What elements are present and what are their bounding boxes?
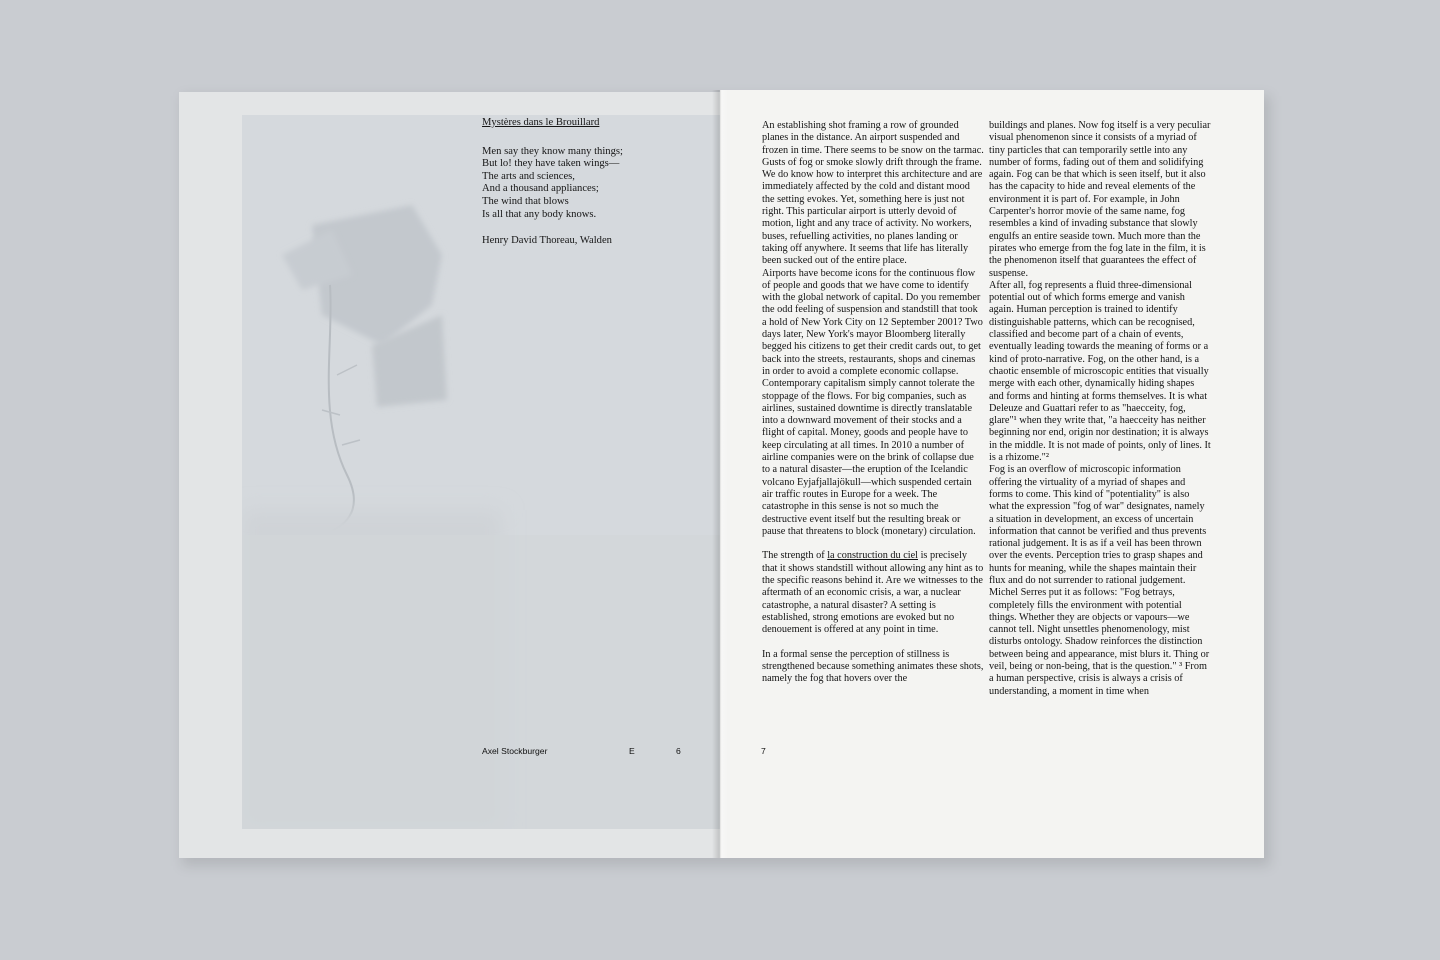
paragraph: After all, fog represents a fluid three-dimensional potential out of which forms emerge and vanish again. Human perception is trained to identify distinguishable patterns, which can be recognised, classified and become part of a chain of events, eventually leading towards the meaning of forms or a kind of proto-narrative. Fog, on the other hand, is a chaotic ensemble of microscopic entities that visually merge with each other, dynamically hiding shapes and forms and hinting at forms themselves. It is what Deleuze and Guattari refer to as "haecceity, fog, glare"¹ when they write that, "a haecceity has neither beginning nor end, origin nor destination; it is always in the middle. It is not made of points, only of lines. It is a rhizome."² <box>989 279 1211 464</box>
poem-line: And a thousand appliances; <box>482 183 599 195</box>
paragraph <box>762 550 984 636</box>
epigraph-poem <box>482 117 712 248</box>
poem-line: The wind that blows <box>482 195 569 207</box>
text-column-2 <box>989 120 1211 698</box>
paragraph: Airports have become icons for the continuous flow of people and goods that we have come to identify with the global network of capital. Do you remember the odd feeling of suspension and standstill that took a hold of New York City on 12 September 2001? Two days later, New York's mayor Bloomberg literally begged his citizens to get their credit cards out, to get back into the streets, restaurants, shops and cinemas in order to avoid a complete economic collapse. Contemporary capitalism simply cannot tolerate the stoppage of the flows. For big companies, such as airlines, sustained downtime is directly translatable into a downward movement of their stocks and a flight of capital. Money, goods and people have to keep circulating at all times. In 2010 a number of airline companies were on the brink of collapse due to a natural disaster—the eruption of the Icelandic volcano Eyjafjallajökull—which suspended certain air traffic routes in Europe for a week. The catastrophe in this sense is not so much the destructive event itself but the resulting break or pause that threatens to block (monetary) circulation. <box>762 267 983 537</box>
poem-attribution: Henry David Thoreau, Walden <box>482 235 612 247</box>
footer-section-letter: E <box>629 746 635 756</box>
page-number-right: 7 <box>761 746 766 756</box>
poem-line: Is all that any body knows. <box>482 208 597 220</box>
paragraph: In a formal sense the perception of stillness is strengthened because something animates these shots, namely the fog that hovers over the <box>762 648 984 685</box>
poem-line: Men say they know many things; <box>482 145 623 157</box>
footer-author: Axel Stockburger <box>482 746 548 756</box>
poem-line: But lo! they have taken wings— <box>482 158 620 170</box>
poem-title: Mystères dans le Brouillard <box>482 117 600 128</box>
book-gutter <box>712 90 728 858</box>
paragraph: An establishing shot framing a row of grounded planes in the distance. An airport suspended and frozen in time. There seems to be snow on the tarmac. Gusts of fog or smoke slowly drift through the frame. We do know how to interpret this architecture and are immediately affected by the cold and distant mood the setting evokes. Yet, something here is just not right. This particular airport is utterly devoid of motion, light and any trace of activity. No workers, buses, refuelling activities, no planes landing or taking off anywhere. It seems that life has literally been sucked out of the entire place. <box>762 120 984 267</box>
paragraph-text: is precisely that it shows standstill without allowing any hint as to the specific reasons behind it. Are we witnesses to the aftermath of an economic crisis, a war, a nuclear catastrophe, a natural disaster? A setting is established, strong emotions are evoked but no denouement is offered at any point in time. <box>762 550 984 636</box>
paragraph: Fog is an overflow of microscopic information offering the virtuality of a myriad of shapes and forms to come. This kind of "potentiality" is also what the expression "fog of war" designates, namely a situation in development, an excess of uncertain information that cannot be verified and thus prevents rational judgement. It is as if a veil has been thrown over the events. Perception tries to grasp shapes and hunts for meaning, while the shapes maintain their flux and do not surrender to rational judgement. Michel Serres put it as follows: "Fog betrays, completely fills the environment with potential things. Whether they are objects or vapours—we cannot tell. Night unsettles phenomenology, mist disturbs ontology. Shadow reinforces the distinction between being and appearance, mist blurs it. Thing or veil, being or non-being, that is the question." ³ From a human perspective, crisis is always a crisis of understanding, a moment in time when <box>989 464 1210 697</box>
poem-line: The arts and sciences, <box>482 170 575 182</box>
work-title-reference: la construction du ciel <box>827 550 918 562</box>
paragraph: buildings and planes. Now fog itself is a very peculiar visual phenomenon since it consists of a myriad of tiny particles that can temporarily settle into any number of forms, fading out of them and solidifying again. Fog can be that which is seen itself, but it also has the capacity to hide and reveal elements of the environment it is part of. For example, in John Carpenter's horror movie of the same name, fog resembles a kind of invading substance that slowly engulfs an entire seaside town. Much more than the pirates who emerge from the fog late in the film, it is the phenomenon itself that guarantees the effect of suspense. <box>989 120 1211 279</box>
page-number-left: 6 <box>676 746 681 756</box>
text-column-1 <box>762 120 984 686</box>
paragraph-text: The strength of <box>762 550 828 562</box>
